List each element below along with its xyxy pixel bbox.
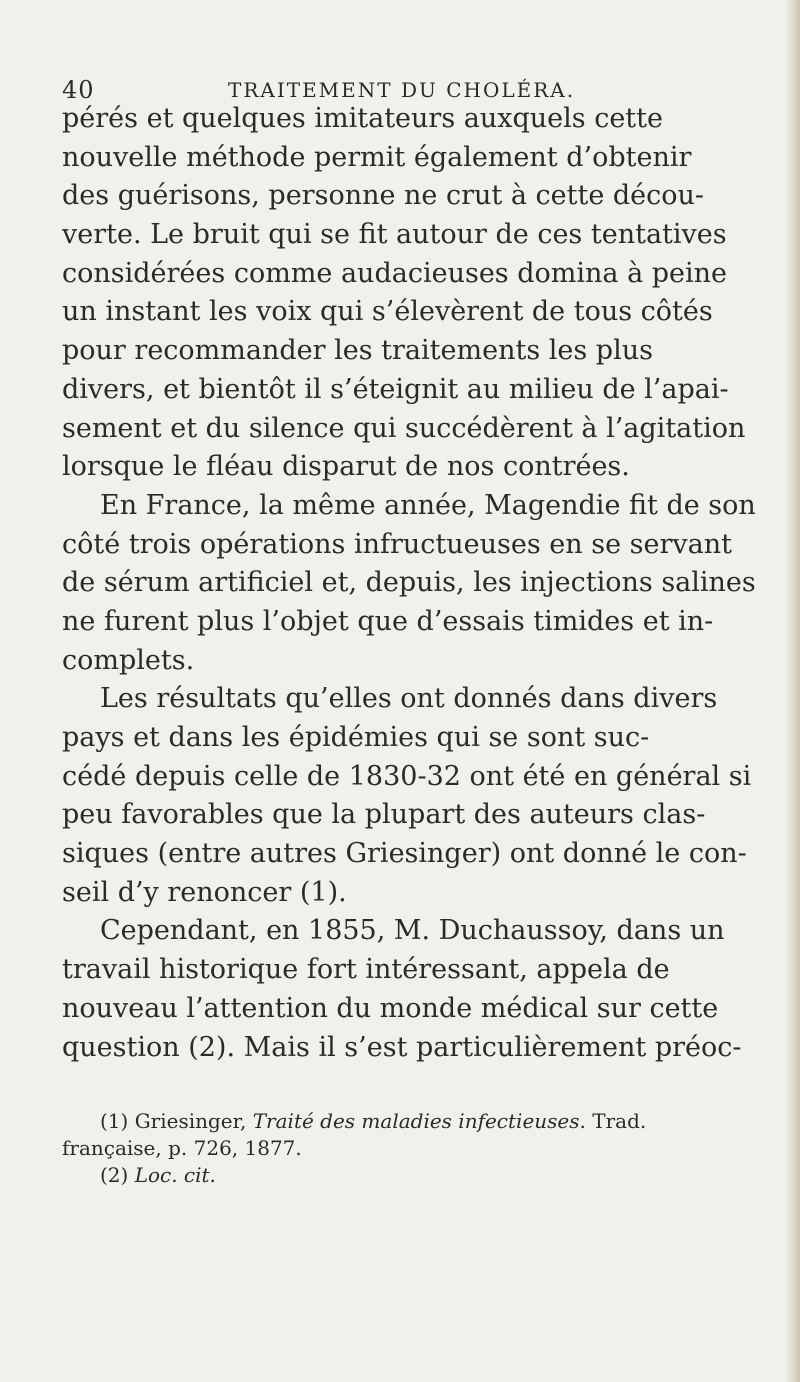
text-line: lorsque le fléau disparut de nos contrées.	[62, 451, 630, 483]
text-line: Cependant, en 1855, M. Duchaussoy, dans un	[100, 915, 725, 947]
body-text	[62, 100, 774, 1067]
text-line: travail historique fort intéressant, appela de	[62, 954, 670, 986]
text-line: des guérisons, personne ne crut à cette décou-	[62, 180, 705, 212]
text-line: ne furent plus l’objet que d’essais timides et in-	[62, 605, 714, 637]
text-line: sement et du silence qui succédèrent à l’agitation	[62, 412, 746, 444]
footnote-1-prefix: (1) Griesinger,	[100, 1109, 253, 1133]
page-number: 40	[62, 76, 95, 104]
text-line: Les résultats qu’elles ont donnés dans divers	[100, 683, 718, 715]
text-line: de sérum artificiel et, depuis, les injections salines	[62, 567, 756, 599]
footnote-1	[62, 1108, 774, 1135]
footnote-1-continuation: française, p. 726, 1877.	[62, 1136, 302, 1160]
page-edge-shadow	[786, 0, 800, 1382]
text-line: siques (entre autres Griesinger) ont donné le con-	[62, 838, 747, 870]
text-line: cédé depuis celle de 1830-32 ont été en général si	[62, 760, 752, 792]
text-line: En France, la même année, Magendie fit de son	[100, 489, 756, 521]
text-line: pour recommander les traitements les plus	[62, 335, 653, 367]
text-line: côté trois opérations infructueuses en se servant	[62, 528, 732, 560]
text-line: question (2). Mais il s’est particulièrement préoc-	[62, 1031, 742, 1063]
footnote-2-prefix: (2)	[100, 1163, 135, 1187]
text-line: un instant les voix qui s’élevèrent de tous côtés	[62, 296, 713, 328]
text-line: considérées comme audacieuses domina à peine	[62, 257, 728, 289]
footnote-1-title: Traité des maladies infectieuses	[252, 1109, 580, 1133]
text-line: pays et dans les épidémies qui se sont suc-	[62, 722, 650, 753]
text-line: pérés et quelques imitateurs auxquels cette	[62, 103, 663, 134]
text-line: divers, et bientôt il s’éteignit au milieu de l’apai-	[62, 373, 729, 405]
running-title: TRAITEMENT DU CHOLÉRA.	[228, 78, 576, 102]
footnote-2	[62, 1162, 774, 1189]
footnote-2-title: Loc. cit.	[134, 1163, 216, 1187]
page-header	[62, 64, 742, 104]
text-line: nouvelle méthode permit également d’obtenir	[62, 141, 692, 173]
text-line: nouveau l’attention du monde médical sur cette	[62, 992, 719, 1024]
text-line: seil d’y renoncer (1).	[62, 876, 347, 908]
text-line: complets.	[62, 644, 195, 676]
footnote-1-suffix: . Trad.	[579, 1109, 647, 1133]
footnotes	[62, 1108, 774, 1189]
text-line: peu favorables que la plupart des auteurs clas-	[62, 799, 706, 831]
text-line: verte. Le bruit qui se fit autour de ces tentatives	[62, 219, 727, 251]
